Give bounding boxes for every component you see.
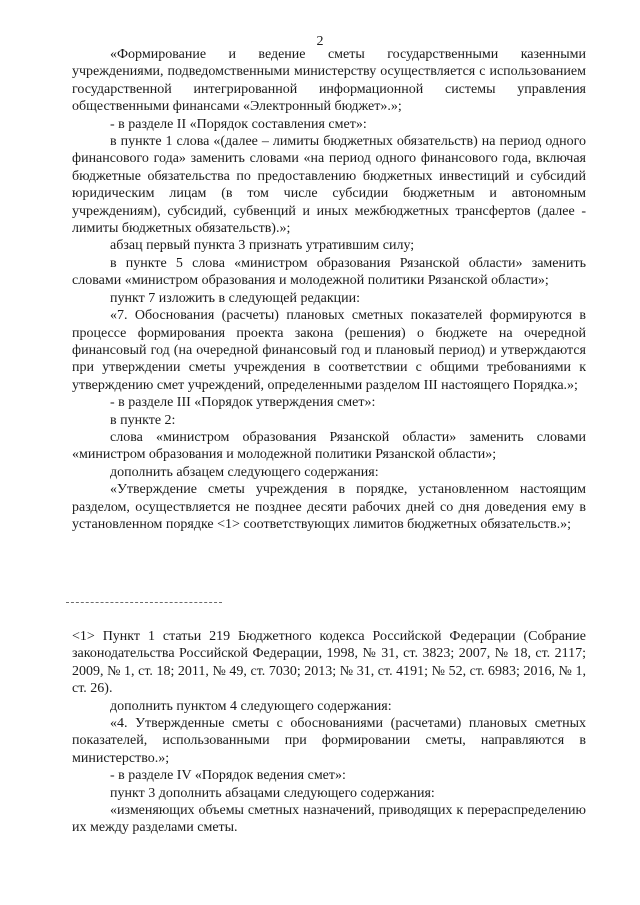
paragraph: слова «министром образования Рязанской области» заменить словами «министром образования и молодежной политики Рязанской области»; <box>72 429 586 463</box>
document-body <box>72 46 586 533</box>
page-number: 2 <box>316 34 324 49</box>
paragraph: дополнить пунктом 4 следующего содержания: <box>110 698 392 714</box>
paragraph: дополнить абзацем следующего содержания: <box>110 464 379 480</box>
paragraph: «Формирование и ведение сметы государственными казенными учреждениями, подведомственными министерству осуществляется с использованием государственной интегрированной информационной системы управления общественными финансами «Электронный бюджет».»; <box>72 47 586 115</box>
paragraph: «7. Обоснования (расчеты) плановых сметных показателей формируются в процессе формирования проекта закона (решения) о бюджете на очередной финансовый год (на очередной финансовый год и плановый период) и утверждаются при утверждении сметы учреждения в соответствии с общими требованиями к утверждению смет учреждений, определенными разделом III настоящего Порядка.»; <box>72 308 586 393</box>
paragraph: пункт 7 изложить в следующей редакции: <box>110 290 360 306</box>
paragraph: в пункте 5 слова «министром образования Рязанской области» заменить словами «министром образования и молодежной политики Рязанской области»; <box>72 255 586 289</box>
paragraph: абзац первый пункта 3 признать утратившим силу; <box>110 238 415 254</box>
paragraph: «4. Утвержденные сметы с обоснованиями (расчетами) плановых сметных показателей, использованными при формировании сметы, направляются в министерство.»; <box>72 716 586 766</box>
paragraph: - в разделе II «Порядок составления смет»: <box>110 116 367 132</box>
paragraph: «изменяющих объемы сметных назначений, приводящих к перераспределению их между разделами сметы. <box>72 803 586 836</box>
paragraph: в пункте 1 слова «(далее – лимиты бюджетных обязательств) на период одного финансового года» заменить словами «на период одного финансового года, включая бюджетные обязательства по предоставлению бюджетных инвестиций и субсидий юридическим лицам (в том числе субсидии бюджетным и автономным учреждениям), субсидий, субвенций и иных межбюджетных трансфертов (далее - лимиты бюджетных обязательств).»; <box>72 134 586 237</box>
footnote-paragraph: <1> Пункт 1 статьи 219 Бюджетного кодекса Российской Федерации (Собрание законодательства Российской Федерации, 1998, № 31, ст. 3823; 2007, № 18, ст. 2117; 2009, № 1, ст. 18; 2011, № 49, ст. 7030; 2013; № 31, ст. 4191; № 52, ст. 6983; 2016, № 1, ст. 26). <box>72 629 586 697</box>
footnote-separator <box>66 602 222 603</box>
paragraph: - в разделе III «Порядок утверждения смет»: <box>110 395 376 411</box>
paragraph: «Утверждение сметы учреждения в порядке, установленном настоящим разделом, осуществляется не позднее десяти рабочих дней со дня доведения ему в установленном порядке <1> соответствующих лимитов бюджетных обязательств.»; <box>72 482 586 532</box>
paragraph: пункт 3 дополнить абзацами следующего содержания: <box>110 785 435 801</box>
paragraph: - в разделе IV «Порядок ведения смет»: <box>110 768 346 784</box>
footnote-block <box>72 628 586 837</box>
paragraph: в пункте 2: <box>110 412 176 428</box>
